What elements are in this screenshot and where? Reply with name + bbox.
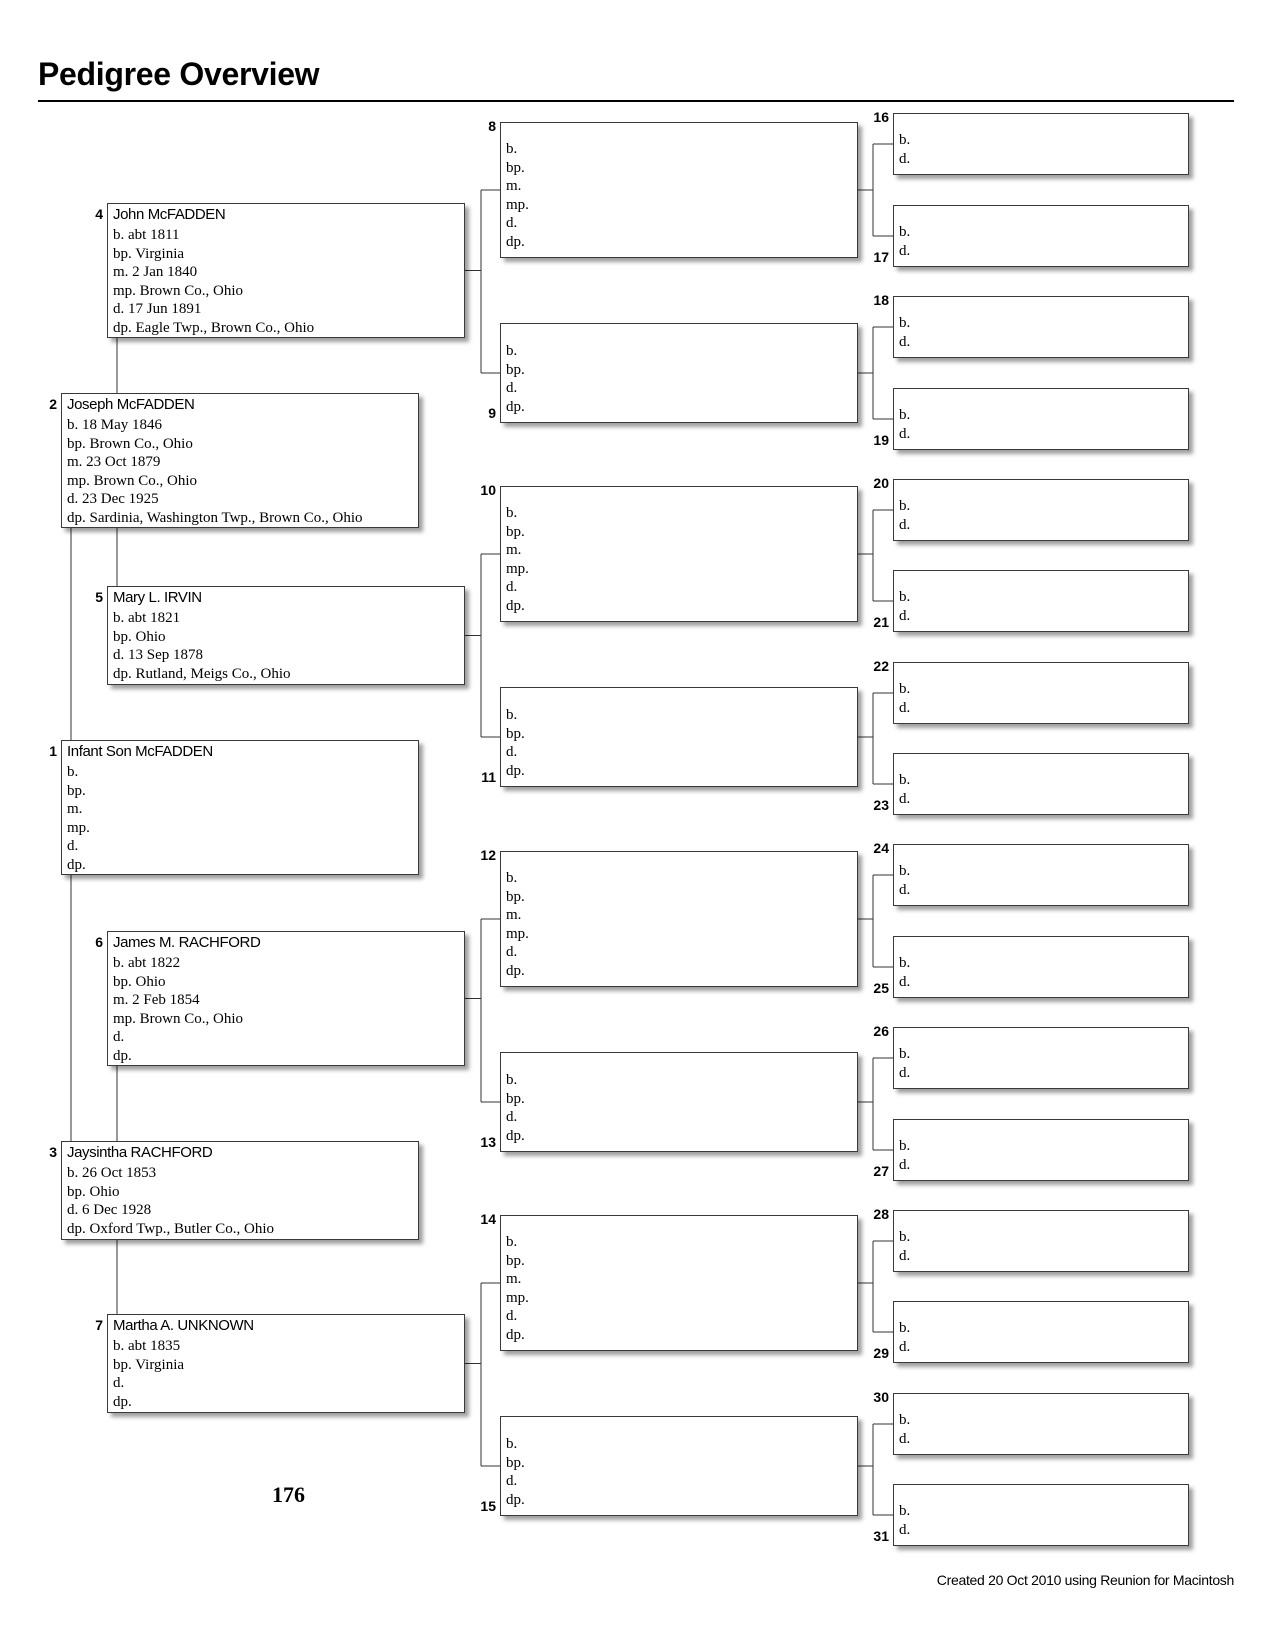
person-name: Martha A. UNKNOWN bbox=[113, 1317, 254, 1334]
person-box-2 bbox=[61, 393, 419, 528]
person-fields bbox=[506, 1071, 525, 1145]
person-box-25 bbox=[893, 936, 1189, 998]
person-field: b. bbox=[506, 1234, 518, 1250]
person-number: 23 bbox=[873, 797, 889, 813]
person-field: b. bbox=[899, 589, 911, 605]
person-number: 13 bbox=[480, 1134, 496, 1150]
person-field: bp. Ohio bbox=[113, 628, 166, 645]
person-fields bbox=[67, 416, 363, 527]
person-field: dp. bbox=[506, 1127, 525, 1144]
person-box-29 bbox=[893, 1301, 1189, 1363]
person-field: b. bbox=[899, 1412, 911, 1428]
person-fields bbox=[899, 1228, 910, 1265]
person-field: b. bbox=[899, 955, 911, 971]
person-field: d. bbox=[67, 838, 79, 854]
person-field: d. bbox=[899, 607, 911, 624]
person-box-16 bbox=[893, 113, 1189, 175]
person-field: mp. Brown Co., Ohio bbox=[113, 1010, 244, 1027]
person-box-26 bbox=[893, 1027, 1189, 1089]
person-field: bp. Virginia bbox=[113, 1356, 185, 1373]
person-box-23 bbox=[893, 753, 1189, 815]
person-field: m. bbox=[506, 907, 522, 923]
person-field: d. bbox=[899, 790, 911, 807]
person-box-30 bbox=[893, 1393, 1189, 1455]
person-fields bbox=[506, 504, 529, 615]
person-field: d. 13 Sep 1878 bbox=[113, 647, 203, 663]
person-fields bbox=[899, 406, 910, 443]
person-field: d. bbox=[899, 150, 911, 167]
person-number: 30 bbox=[873, 1389, 889, 1405]
person-field: bp. bbox=[506, 361, 525, 378]
person-box-11 bbox=[500, 687, 858, 787]
person-box-21 bbox=[893, 570, 1189, 632]
person-fields bbox=[899, 862, 910, 899]
person-field: b. bbox=[899, 1229, 911, 1245]
person-number: 17 bbox=[873, 249, 889, 265]
person-box-14 bbox=[500, 1215, 858, 1351]
person-field: b. bbox=[899, 772, 911, 788]
person-field: dp. bbox=[506, 962, 525, 979]
person-box-15 bbox=[500, 1416, 858, 1516]
person-fields bbox=[899, 1411, 910, 1448]
person-fields bbox=[506, 869, 529, 980]
person-field: b. bbox=[899, 224, 911, 240]
person-fields bbox=[899, 497, 910, 534]
person-field: b. bbox=[899, 498, 911, 514]
person-number: 5 bbox=[95, 589, 103, 605]
person-field: d. bbox=[506, 579, 518, 595]
person-field: m. bbox=[506, 1271, 522, 1287]
person-fields bbox=[506, 1233, 529, 1344]
person-field: b. bbox=[506, 1436, 518, 1452]
person-field: bp. bbox=[506, 1252, 525, 1269]
person-fields bbox=[113, 609, 291, 683]
person-field: d. bbox=[113, 1375, 125, 1391]
person-field: m. bbox=[506, 178, 522, 194]
person-number: 25 bbox=[873, 980, 889, 996]
person-field: bp. bbox=[67, 782, 86, 799]
person-name: Joseph McFADDEN bbox=[67, 396, 195, 413]
person-fields bbox=[899, 954, 910, 991]
person-field: d. bbox=[899, 1338, 911, 1355]
person-field: bp. bbox=[506, 888, 525, 905]
person-field: m. 23 Oct 1879 bbox=[67, 454, 161, 470]
person-box-3 bbox=[61, 1141, 419, 1240]
person-box-12 bbox=[500, 851, 858, 987]
person-field: bp. bbox=[506, 725, 525, 742]
person-field: b. 26 Oct 1853 bbox=[67, 1165, 157, 1181]
person-field: b. bbox=[899, 315, 911, 331]
person-fields bbox=[506, 140, 529, 251]
person-field: mp. Brown Co., Ohio bbox=[67, 472, 198, 489]
footer-credit: Created 20 Oct 2010 using Reunion for Macintosh bbox=[936, 1572, 1234, 1588]
person-field: mp. bbox=[506, 196, 529, 213]
person-field: bp. Ohio bbox=[113, 973, 166, 990]
person-box-18 bbox=[893, 296, 1189, 358]
person-number: 24 bbox=[873, 840, 889, 856]
person-number: 18 bbox=[873, 292, 889, 308]
person-field: bp. bbox=[506, 1090, 525, 1107]
person-field: bp. bbox=[506, 1454, 525, 1471]
person-field: mp. Brown Co., Ohio bbox=[113, 282, 244, 299]
person-fields bbox=[899, 680, 910, 717]
person-field: m. bbox=[67, 801, 83, 817]
person-field: b. bbox=[899, 132, 911, 148]
person-field: mp. bbox=[506, 560, 529, 577]
person-field: d. bbox=[506, 215, 518, 231]
person-number: 31 bbox=[873, 1528, 889, 1544]
person-fields bbox=[899, 1319, 910, 1356]
person-field: d. bbox=[899, 1064, 911, 1081]
person-field: b. bbox=[506, 870, 518, 886]
person-field: dp. Sardinia, Washington Twp., Brown Co., Ohio bbox=[67, 509, 363, 526]
person-field: dp. Rutland, Meigs Co., Ohio bbox=[113, 665, 291, 682]
person-box-27 bbox=[893, 1119, 1189, 1181]
person-field: mp. bbox=[506, 1289, 529, 1306]
person-number: 6 bbox=[95, 934, 103, 950]
person-number: 27 bbox=[873, 1163, 889, 1179]
person-box-7 bbox=[107, 1314, 465, 1413]
person-field: m. 2 Feb 1854 bbox=[113, 992, 200, 1008]
person-field: dp. bbox=[506, 762, 525, 779]
person-field: d. bbox=[899, 1430, 911, 1447]
person-number: 4 bbox=[95, 206, 103, 222]
person-fields bbox=[899, 771, 910, 808]
person-number: 11 bbox=[481, 769, 496, 785]
person-number: 29 bbox=[873, 1345, 889, 1361]
person-box-20 bbox=[893, 479, 1189, 541]
person-field: d. bbox=[899, 425, 911, 442]
person-fields bbox=[113, 954, 243, 1065]
person-number: 22 bbox=[873, 658, 889, 674]
person-field: d. 23 Dec 1925 bbox=[67, 491, 159, 507]
page-number: 176 bbox=[272, 1482, 305, 1507]
person-number: 28 bbox=[873, 1206, 889, 1222]
person-field: b. bbox=[899, 681, 911, 697]
person-field: b. bbox=[506, 505, 518, 521]
person-field: d. bbox=[899, 1156, 911, 1173]
person-field: m. bbox=[506, 542, 522, 558]
person-number: 9 bbox=[488, 405, 496, 421]
person-number: 19 bbox=[873, 432, 889, 448]
person-box-4 bbox=[107, 203, 465, 338]
person-field: dp. bbox=[506, 1326, 525, 1343]
person-field: d. bbox=[506, 1473, 518, 1489]
person-field: d. 6 Dec 1928 bbox=[67, 1202, 152, 1218]
person-fields bbox=[899, 223, 910, 260]
person-box-31 bbox=[893, 1484, 1189, 1546]
person-name: John McFADDEN bbox=[113, 206, 226, 223]
person-field: d. bbox=[899, 333, 911, 350]
person-field: dp. bbox=[113, 1047, 132, 1064]
person-number: 26 bbox=[873, 1023, 889, 1039]
person-fields bbox=[67, 1164, 274, 1238]
person-number: 8 bbox=[488, 118, 496, 134]
person-box-9 bbox=[500, 323, 858, 423]
person-fields bbox=[506, 1435, 525, 1509]
person-field: b. abt 1835 bbox=[113, 1338, 181, 1354]
person-field: b. bbox=[899, 863, 911, 879]
person-field: d. bbox=[506, 944, 518, 960]
person-box-28 bbox=[893, 1210, 1189, 1272]
person-fields bbox=[899, 131, 910, 168]
person-number: 14 bbox=[480, 1211, 496, 1227]
person-fields bbox=[899, 1137, 910, 1174]
person-box-19 bbox=[893, 388, 1189, 450]
person-number: 21 bbox=[873, 614, 889, 630]
person-box-24 bbox=[893, 844, 1189, 906]
person-fields bbox=[506, 342, 525, 416]
person-field: d. bbox=[506, 1109, 518, 1125]
person-fields bbox=[899, 1502, 910, 1539]
person-field: bp. bbox=[506, 523, 525, 540]
person-fields bbox=[113, 226, 314, 337]
person-fields bbox=[506, 706, 525, 780]
person-field: b. bbox=[899, 1320, 911, 1336]
person-field: b. abt 1811 bbox=[113, 227, 180, 243]
person-fields bbox=[113, 1337, 184, 1411]
person-box-8 bbox=[500, 122, 858, 258]
person-field: d. bbox=[899, 242, 911, 259]
person-field: d. bbox=[506, 380, 518, 396]
person-fields bbox=[899, 314, 910, 351]
person-field: b. bbox=[506, 141, 518, 157]
person-field: d. bbox=[899, 973, 911, 990]
person-field: bp. Ohio bbox=[67, 1183, 120, 1200]
person-field: dp. bbox=[506, 1491, 525, 1508]
person-field: b. bbox=[899, 1138, 911, 1154]
person-fields bbox=[899, 588, 910, 625]
person-field: b. bbox=[67, 764, 79, 780]
person-name: Mary L. IRVIN bbox=[113, 589, 202, 606]
person-box-5 bbox=[107, 586, 465, 685]
person-fields bbox=[67, 763, 90, 874]
person-field: d. bbox=[899, 699, 911, 716]
person-field: dp. bbox=[506, 597, 525, 614]
person-field: d. bbox=[899, 881, 911, 898]
person-name: Jaysintha RACHFORD bbox=[67, 1144, 213, 1161]
person-field: bp. Virginia bbox=[113, 245, 185, 262]
person-field: bp. Brown Co., Ohio bbox=[67, 435, 193, 452]
person-field: dp. bbox=[506, 398, 525, 415]
person-name: James M. RACHFORD bbox=[113, 934, 261, 951]
page-title: Pedigree Overview bbox=[38, 56, 320, 92]
person-field: b. bbox=[506, 343, 518, 359]
person-number: 3 bbox=[49, 1144, 57, 1160]
person-number: 12 bbox=[480, 847, 496, 863]
person-field: b. bbox=[506, 707, 518, 723]
person-box-10 bbox=[500, 486, 858, 622]
person-field: dp. Oxford Twp., Butler Co., Ohio bbox=[67, 1220, 274, 1237]
person-field: mp. bbox=[506, 925, 529, 942]
person-field: d. bbox=[113, 1029, 125, 1045]
person-number: 7 bbox=[95, 1317, 103, 1333]
person-number: 2 bbox=[49, 396, 57, 412]
person-field: b. bbox=[506, 1072, 518, 1088]
person-field: dp. Eagle Twp., Brown Co., Ohio bbox=[113, 319, 315, 336]
person-fields bbox=[899, 1045, 910, 1082]
person-box-13 bbox=[500, 1052, 858, 1152]
person-field: d. bbox=[506, 744, 518, 760]
person-field: dp. bbox=[113, 1393, 132, 1410]
person-field: b. abt 1822 bbox=[113, 955, 181, 971]
person-field: d. bbox=[899, 516, 911, 533]
person-field: b. bbox=[899, 1046, 911, 1062]
person-field: d. bbox=[899, 1521, 911, 1538]
person-name: Infant Son McFADDEN bbox=[67, 743, 213, 760]
person-number: 15 bbox=[480, 1498, 496, 1514]
person-field: mp. bbox=[67, 819, 90, 836]
person-number: 20 bbox=[873, 475, 889, 491]
person-number: 10 bbox=[480, 482, 496, 498]
person-number: 1 bbox=[49, 743, 57, 759]
person-box-22 bbox=[893, 662, 1189, 724]
person-field: m. 2 Jan 1840 bbox=[113, 264, 198, 280]
person-field: b. abt 1821 bbox=[113, 610, 181, 626]
person-field: b. 18 May 1846 bbox=[67, 417, 162, 433]
person-field: d. bbox=[899, 1247, 911, 1264]
person-box-17 bbox=[893, 205, 1189, 267]
person-field: b. bbox=[899, 407, 911, 423]
person-number: 16 bbox=[873, 109, 889, 125]
person-box-6 bbox=[107, 931, 465, 1066]
person-field: d. bbox=[506, 1308, 518, 1324]
person-field: bp. bbox=[506, 159, 525, 176]
person-field: dp. bbox=[67, 856, 86, 873]
person-box-1 bbox=[61, 740, 419, 875]
person-field: b. bbox=[899, 1503, 911, 1519]
person-field: dp. bbox=[506, 233, 525, 250]
person-field: d. 17 Jun 1891 bbox=[113, 301, 202, 317]
